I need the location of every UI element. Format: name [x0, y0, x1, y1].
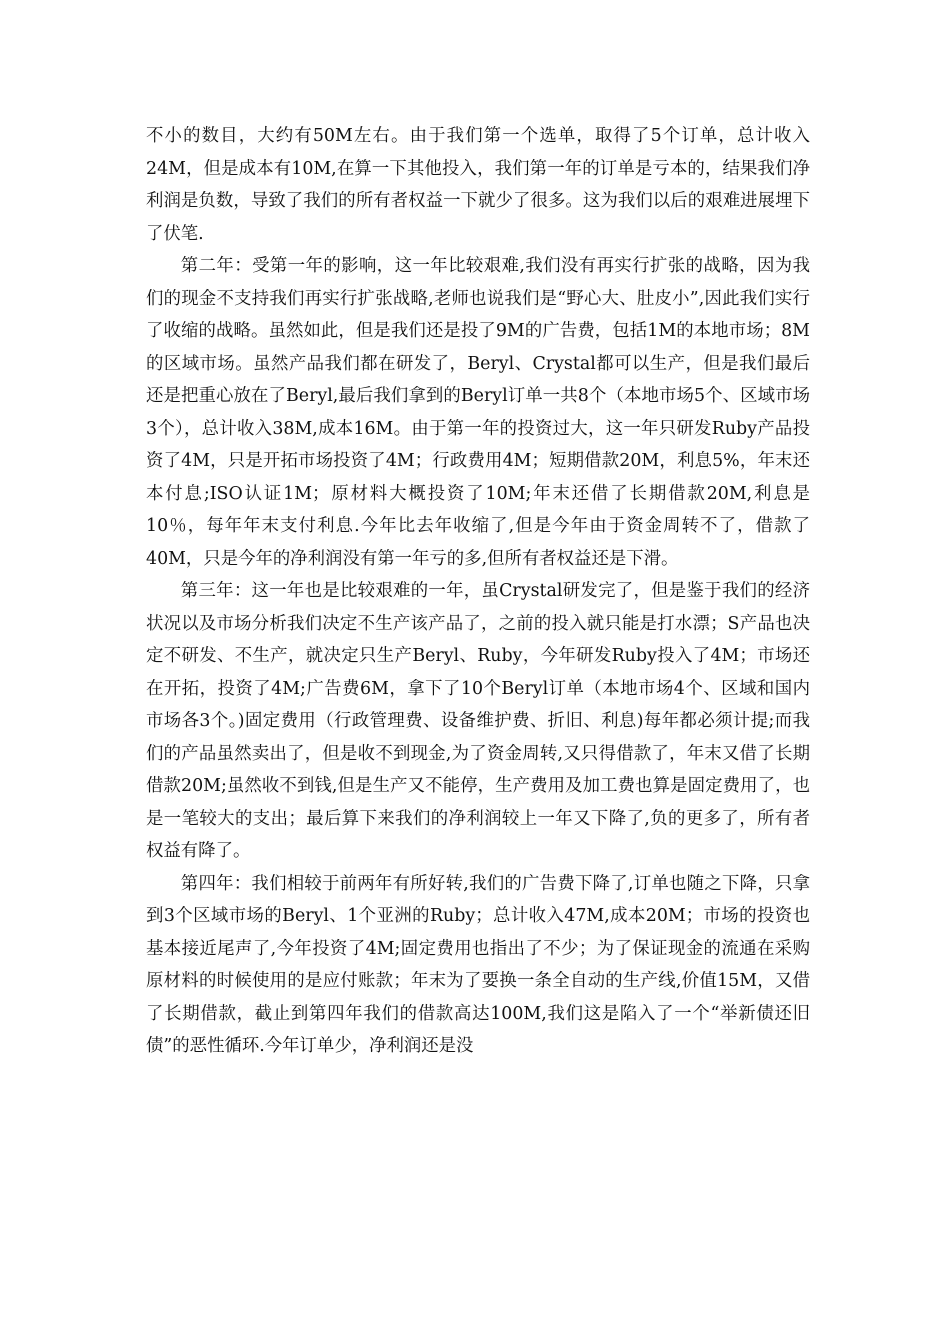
- paragraph-year-four: 第四年：我们相较于前两年有所好转,我们的广告费下降了,订单也随之下降，只拿到3个区域市场的Beryl、1个亚洲的Ruby；总计收入47M,成本20M；市场的投资也基本接近尾声了,今年投资了4M;固定费用也指出了不少；为了保证现金的流通在采购原材料的时候使用的是应付账款；年末为了要换一条全自动的生产线,价值15M，又借了长期借款，截止到第四年我们的借款高达100M,我们这是陷入了一个“举新债还旧债”的恶性循环.今年订单少，净利润还是没: [146, 873, 810, 1056]
- paragraph-year-two: 第二年：受第一年的影响，这一年比较艰难,我们没有再实行扩张的战略，因为我们的现金不支持我们再实行扩张战略,老师也说我们是“野心大、肚皮小”,因此我们实行了收缩的战略。虽然如此，但是我们还是投了9M的广告费，包括1M的本地市场；8M的区域市场。虽然产品我们都在研发了，Beryl、Crystal都可以生产，但是我们最后还是把重心放在了Beryl,最后我们拿到的Beryl订单一共8个（本地市场5个、区域市场3个），总计收入38M,成本16M。由于第一年的投资过大，这一年只研发Ruby产品投资了4M，只是开拓市场投资了4M；行政费用4M；短期借款20M，利息5%，年末还本付息;ISO认证1M；原材料大概投资了10M;年末还借了长期借款20M,利息是10％，每年年末支付利息.今年比去年收缩了,但是今年由于资金周转不了，借款了40M，只是今年的净利润没有第一年亏的多,但所有者权益还是下滑。: [146, 256, 810, 569]
- paragraph-year-three: 第三年：这一年也是比较艰难的一年，虽Crystal研发完了，但是鉴于我们的经济状况以及市场分析我们决定不生产该产品了，之前的投入就只能是打水漂；S产品也决定不研发、不生产，就决定只生产Beryl、Ruby，今年研发Ruby投入了4M；市场还在开拓，投资了4M;广告费6M，拿下了10个Beryl订单（本地市场4个、区域和国内市场各3个。)固定费用（行政管理费、设备维护费、折旧、利息)每年都必须计提;而我们的产品虽然卖出了，但是收不到现金,为了资金周转,又只得借款了，年末又借了长期借款20M;虽然收不到钱,但是生产又不能停，生产费用及加工费也算是固定费用了，也是一笔较大的支出；最后算下来我们的净利润较上一年又下降了,负的更多了，所有者权益有降了。: [146, 581, 810, 861]
- paragraph-intro: 不小的数目，大约有50M左右。由于我们第一个选单，取得了5个订单，总计收入24M，但是成本有10M,在算一下其他投入，我们第一年的订单是亏本的，结果我们净利润是负数，导致了我们的所有者权益一下就少了很多。这为我们以后的艰难进展埋下了伏笔.: [146, 126, 810, 244]
- document-body: [146, 120, 810, 1063]
